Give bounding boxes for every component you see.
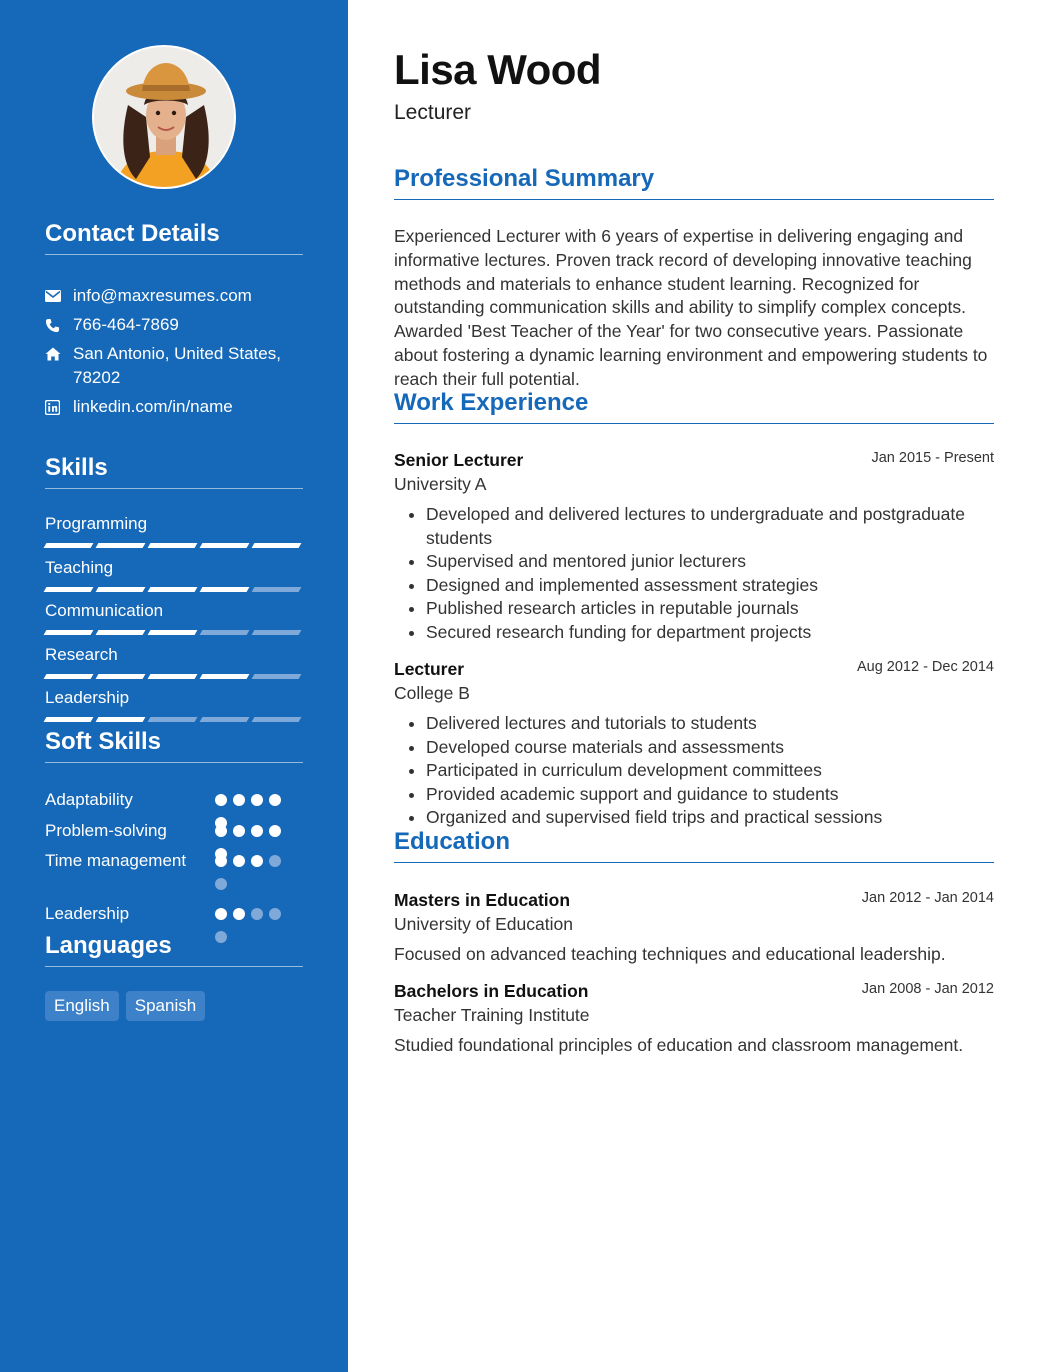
skills-heading: Skills (45, 454, 303, 489)
skill-item (45, 687, 303, 731)
summary-text: Experienced Lecturer with 6 years of expertise in delivering engaging and informative lectures. Proven track record of developing innovative teaching methods and materials to enhance student learning. Recognized for outstanding communication skills and ability to simplify complex concepts. Awarded 'Best Teacher of the Year' for two consecutive years. Passionate about fostering a dynamic learning environment and empowering students to reach their full potential. (394, 226, 988, 389)
soft-skill-dot-filled (233, 855, 245, 867)
contact-email[interactable] (45, 284, 303, 308)
soft-skill-dot-filled (215, 794, 227, 806)
profile-portrait-image (94, 47, 236, 189)
skill-level-bars (45, 630, 303, 635)
soft-skill-dot-empty (269, 855, 281, 867)
contact-linkedin-text: linkedin.com/in/name (73, 397, 233, 416)
job-org: College B (394, 683, 470, 703)
languages-list (45, 991, 205, 1021)
job-bullet: • Provided academic support and guidance to students (426, 783, 994, 807)
job-org: University A (394, 474, 487, 494)
skill-level-bars (45, 587, 303, 592)
education-school: Teacher Training Institute (394, 1005, 590, 1025)
skill-bar-filled (148, 587, 198, 592)
contact-address-text: San Antonio, United States, 78202 (73, 344, 281, 387)
education-date: Jan 2008 - Jan 2012 (861, 981, 994, 997)
contact-address (45, 342, 303, 390)
skill-bar-filled (44, 630, 94, 635)
job-bullet: • Designed and implemented assessment strategies (426, 574, 994, 598)
education-degree: Masters in Education (394, 890, 571, 910)
skill-item (45, 600, 303, 644)
skill-bar-empty (148, 717, 198, 722)
contact-phone[interactable] (45, 313, 303, 337)
job-bullet: • Delivered lectures and tutorials to students (426, 712, 994, 736)
skill-bar-filled (96, 587, 146, 592)
education-heading: Education (394, 828, 994, 863)
soft-skill-item (45, 902, 205, 925)
skill-name: Leadership (45, 688, 130, 707)
education-description: Focused on advanced teaching techniques and educational leadership. (394, 944, 946, 964)
soft-skill-item (45, 849, 205, 872)
soft-skill-name: Time management (45, 851, 187, 870)
language-badge: English (45, 991, 119, 1021)
skill-bar-empty (252, 674, 302, 679)
skill-bar-filled (200, 674, 250, 679)
education-header (394, 979, 994, 1003)
skill-bar-filled (200, 543, 250, 548)
candidate-name: Lisa Wood (394, 46, 602, 93)
language-badge: Spanish (126, 991, 205, 1021)
soft-skill-dot-empty (215, 878, 227, 890)
skill-level-bars (45, 717, 303, 722)
skill-bar-filled (252, 543, 302, 548)
soft-skill-dot-filled (251, 794, 263, 806)
skill-item (45, 557, 303, 601)
skill-bar-empty (200, 630, 250, 635)
soft-skill-dot-filled (215, 908, 227, 920)
soft-skill-dot-filled (215, 855, 227, 867)
job-role: Lecturer (394, 659, 465, 679)
skill-bar-empty (252, 587, 302, 592)
job-bullet: • Developed and delivered lectures to undergraduate and postgraduate students (426, 503, 994, 550)
soft-skill-dot-filled (251, 825, 263, 837)
skill-bar-filled (96, 630, 146, 635)
job-date: Jan 2015 - Present (871, 450, 994, 466)
experience-heading: Work Experience (394, 389, 994, 424)
skill-bar-filled (200, 587, 250, 592)
soft-skill-dots (215, 849, 295, 890)
linkedin-icon (45, 395, 73, 419)
skill-bar-filled (96, 543, 146, 548)
soft-skill-dot-filled (233, 794, 245, 806)
job-entry (394, 448, 994, 645)
skill-item (45, 513, 303, 557)
skill-bar-filled (44, 543, 94, 548)
skill-bar-filled (96, 674, 146, 679)
skill-bar-empty (252, 630, 302, 635)
education-entry (394, 888, 994, 966)
soft-skill-dot-filled (233, 908, 245, 920)
soft-skills-heading: Soft Skills (45, 728, 303, 763)
contact-heading: Contact Details (45, 220, 303, 255)
job-bullet: • Published research articles in reputable journals (426, 597, 994, 621)
skill-bar-empty (200, 717, 250, 722)
job-bullet: • Supervised and mentored junior lecturers (426, 550, 994, 574)
languages-heading: Languages (45, 932, 303, 967)
sidebar (0, 0, 348, 1372)
soft-skill-dot-filled (251, 855, 263, 867)
job-header (394, 657, 994, 681)
soft-skill-name: Adaptability (45, 790, 133, 809)
contact-email-text: info@maxresumes.com (73, 286, 252, 305)
soft-skill-dot-filled (233, 825, 245, 837)
job-entry (394, 657, 994, 830)
education-degree: Bachelors in Education (394, 981, 589, 1001)
education-entry (394, 979, 994, 1057)
summary-heading: Professional Summary (394, 165, 994, 200)
soft-skill-item (45, 788, 205, 811)
job-role: Senior Lecturer (394, 450, 524, 470)
job-bullet: • Developed course materials and assessments (426, 736, 994, 760)
job-bullet: • Secured research funding for department projects (426, 621, 994, 645)
envelope-icon (45, 284, 73, 308)
soft-skill-dot-filled (269, 794, 281, 806)
education-school: University of Education (394, 914, 573, 934)
soft-skill-dot-filled (215, 825, 227, 837)
skill-name: Communication (45, 601, 164, 620)
skill-bar-empty (252, 717, 302, 722)
job-bullet: • Organized and supervised field trips and practical sessions (426, 806, 994, 830)
job-bullets (394, 712, 994, 830)
contact-linkedin[interactable] (45, 395, 303, 419)
candidate-title: Lecturer (394, 101, 472, 124)
skill-level-bars (45, 543, 303, 548)
job-header (394, 448, 994, 472)
skill-item (45, 644, 303, 688)
skill-name: Research (45, 644, 118, 664)
contact-phone-text: 766-464-7869 (73, 315, 179, 334)
skill-name: Programming (45, 514, 148, 533)
skill-bar-filled (148, 543, 198, 548)
soft-skill-dot-filled (269, 825, 281, 837)
phone-icon (45, 313, 73, 337)
skill-bar-filled (44, 587, 94, 592)
skill-bar-filled (44, 674, 94, 679)
skill-name: Teaching (45, 557, 114, 577)
job-bullet: • Participated in curriculum development committees (426, 759, 994, 783)
education-description: Studied foundational principles of education and classroom management. (394, 1035, 964, 1055)
skill-bar-filled (44, 717, 94, 722)
skill-level-bars (45, 674, 303, 679)
profile-photo (92, 45, 236, 189)
job-date: Aug 2012 - Dec 2014 (856, 659, 994, 675)
soft-skill-name: Problem-solving (45, 821, 167, 840)
job-bullets (394, 503, 994, 645)
soft-skill-dot-empty (251, 908, 263, 920)
education-date: Jan 2012 - Jan 2014 (861, 890, 994, 906)
soft-skill-item (45, 819, 205, 842)
skill-bar-filled (96, 717, 146, 722)
contact-list (45, 284, 303, 424)
skill-bar-filled (148, 674, 198, 679)
skills-list (45, 513, 303, 731)
education-header (394, 888, 994, 912)
soft-skill-dot-empty (269, 908, 281, 920)
skill-bar-filled (148, 630, 198, 635)
home-icon (45, 342, 73, 366)
soft-skill-name: Leadership (45, 904, 130, 923)
